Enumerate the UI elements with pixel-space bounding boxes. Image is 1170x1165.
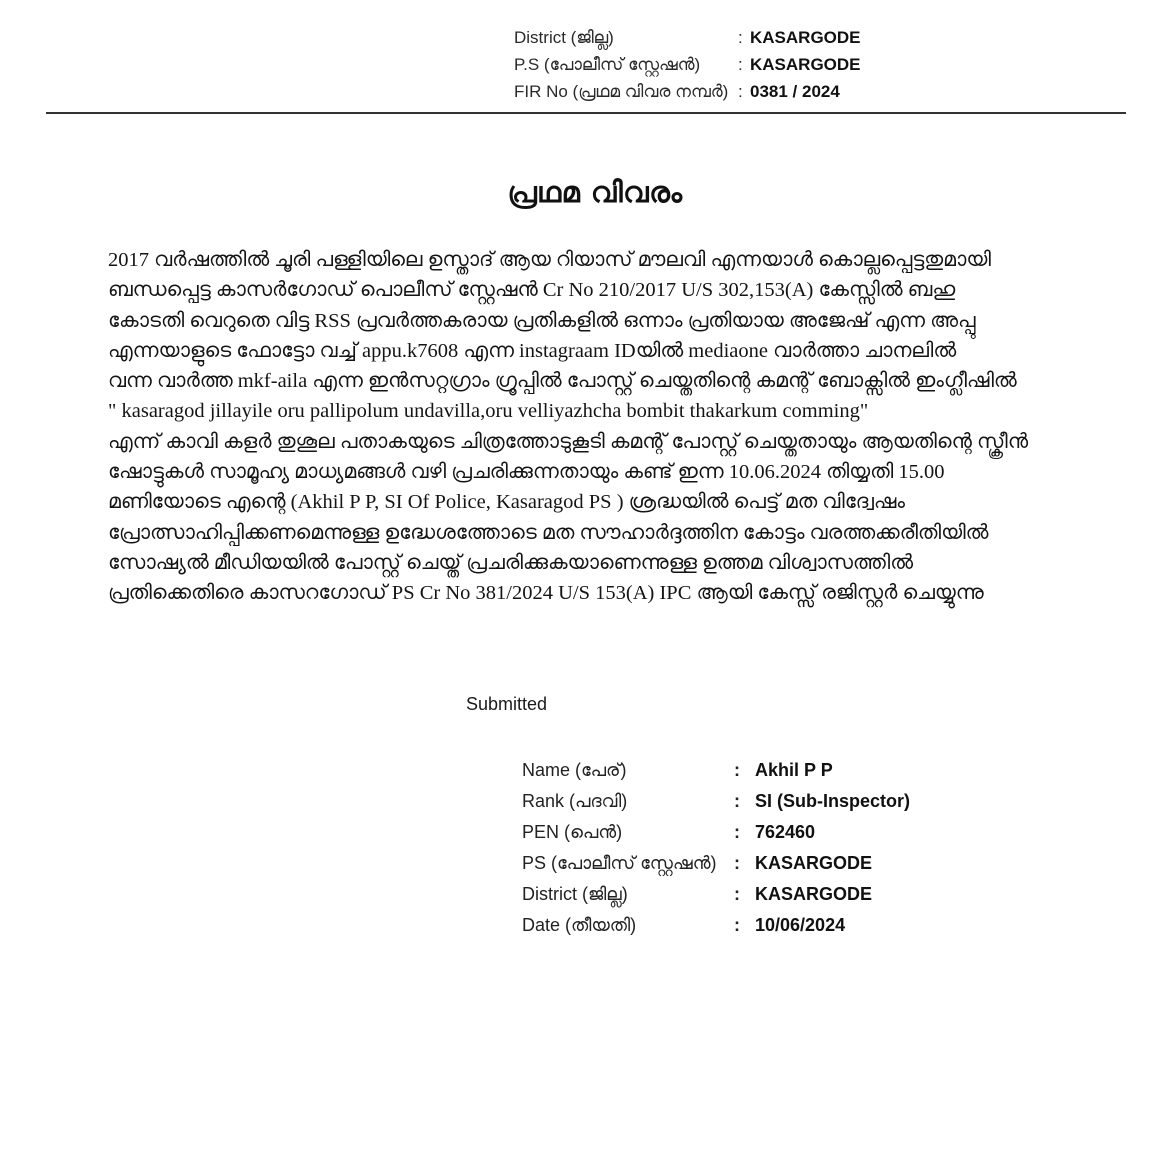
body-line: മണിയോടെ എന്റെ (Akhil P P, SI Of Police, Kasaragod PS ) ശ്രദ്ധയിൽ പെട്ട് മത വിദ്വേഷം (108, 491, 905, 514)
header-fir-value: 0381 / 2024 (750, 82, 840, 101)
signatory-colon: : (734, 822, 740, 842)
signatory-date-label: Date (തീയതി) (522, 915, 637, 935)
body-line: എന്ന് കാവി കളർ തുശൂല പതാകയുടെ ചിത്രത്തോടുകൂടി കമന്റ് പോസ്റ്റ് ചെയ്തതായും ആയതിന്റെ സ്ക്രീൻ (108, 430, 1029, 453)
header-fir-label: FIR No (പ്രഥമ വിവര നമ്പർ) (514, 82, 729, 101)
signatory-colon: : (734, 791, 740, 811)
signatory-ps-label: PS (പോലീസ് സ്റ്റേഷൻ) (522, 853, 717, 873)
body-line: ബന്ധപ്പെട്ട കാസർഗോഡ് പൊലീസ് സ്റ്റേഷൻ Cr No 210/2017 U/S 302,153(A) കേസ്സിൽ ബഹു (108, 279, 956, 302)
header-ps-value: KASARGODE (750, 55, 861, 74)
header-row-fir-number (514, 78, 934, 105)
header-row-police-station (514, 51, 934, 78)
body-line: പ്രോത്സാഹിപ്പിക്കണമെന്നുള്ള ഉദ്ധേശത്തോടെ മത സൗഹാർദ്ദത്തിന കോട്ടം വരത്തക്കരീതിയിൽ (108, 521, 989, 544)
submitted-label: Submitted (466, 694, 548, 714)
header-district-value: KASARGODE (750, 28, 861, 47)
signatory-row-date (522, 910, 962, 941)
body-line: പ്രതിക്കെതിരെ കാസറഗോഡ് PS Cr No 381/2024 U/S 153(A) IPC ആയി കേസ്സ് രജിസ്റ്റർ ചെയ്യുന്നു (108, 582, 984, 605)
first-information-body (108, 245, 1088, 609)
signatory-colon: : (734, 853, 740, 873)
signatory-ps-value: KASARGODE (755, 853, 873, 873)
document-title: പ്രഥമ വിവരം (507, 175, 683, 209)
header-district-label: District (ജില്ല) (514, 28, 614, 47)
body-line: വന്ന വാർത്ത mkf-aila എന്ന ഇൻസറ്റഗ്രാം ഗ്രൂപ്പിൽ പോസ്റ്റ് ചെയ്തതിന്റെ കമന്റ് ബോക്സിൽ ഇംഗ്ലീഷിൽ (108, 370, 1017, 393)
signatory-pen-value: 762460 (755, 822, 816, 842)
header-divider (46, 112, 1126, 114)
signatory-row-rank (522, 786, 962, 817)
body-line: " kasaragod jillayile oru pallipolum undavilla,oru velliyazhcha bombit thakarkum comming" (108, 400, 869, 423)
signatory-name-label: Name (പേര്) (522, 760, 627, 780)
signatory-block (522, 755, 962, 941)
body-line: സോഷ്യൽ മീഡിയയിൽ പോസ്റ്റ് ചെയ്ത് പ്രചരിക്കുകയാണെന്നുള്ള ഉത്തമ വിശ്വാസത്തിൽ (108, 551, 914, 574)
signatory-colon: : (734, 760, 740, 780)
header-colon: : (738, 82, 743, 101)
body-line: കോടതി വെറുതെ വിട്ട RSS പ്രവർത്തകരായ പ്രതികളിൽ ഒന്നാം പ്രതിയായ അജേഷ് എന്ന അപ്പു (108, 309, 976, 332)
signatory-colon: : (734, 884, 740, 904)
header-ps-label: P.S (പോലീസ് സ്റ്റേഷൻ) (514, 55, 701, 74)
signatory-row-district (522, 879, 962, 910)
signatory-rank-label: Rank (പദവി) (522, 791, 628, 811)
header-row-district (514, 24, 934, 51)
signatory-district-value: KASARGODE (755, 884, 873, 904)
body-line: 2017 വർഷത്തിൽ ചൂരി പള്ളിയിലെ ഉസ്താദ് ആയ റിയാസ് മൗലവി എന്നയാൾ കൊല്ലപ്പെട്ടതുമായി (108, 249, 991, 271)
header-colon: : (738, 55, 743, 74)
body-line: എന്നയാളുടെ ഫോട്ടോ വച്ച് appu.k7608 എന്ന instagraam IDയിൽ mediaone വാർത്താ ചാനലിൽ (108, 339, 957, 362)
signatory-colon: : (734, 915, 740, 935)
signatory-district-label: District (ജില്ല) (522, 884, 628, 904)
body-line: ഷോട്ടുകൾ സാമൂഹ്യ മാധ്യമങ്ങൾ വഴി പ്രചരിക്കുന്നതായും കണ്ട് ഇന്ന 10.06.2024 തിയ്യതി 15.00 (108, 461, 945, 484)
signatory-row-ps (522, 848, 962, 879)
signatory-rank-value: SI (Sub-Inspector) (755, 791, 911, 811)
signatory-pen-label: PEN (പെൻ) (522, 822, 623, 842)
signatory-date-value: 10/06/2024 (755, 915, 846, 935)
signatory-row-name (522, 755, 962, 786)
fir-header-block (514, 24, 934, 105)
signatory-name-value: Akhil P P (755, 760, 833, 780)
signatory-row-pen (522, 817, 962, 848)
header-colon: : (738, 28, 743, 47)
